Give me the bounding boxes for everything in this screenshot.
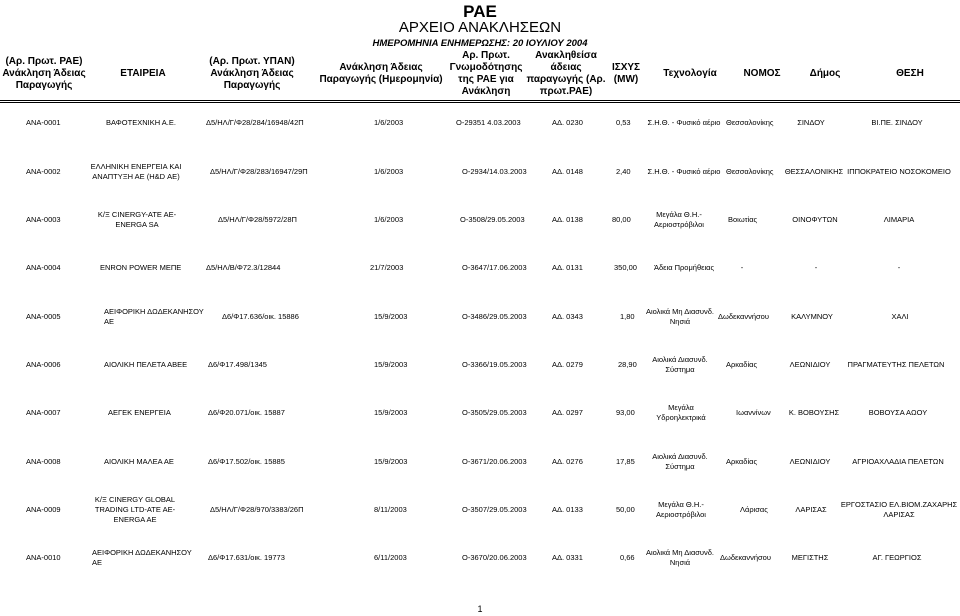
cell-license: ΑΔ. 0148 <box>552 167 583 176</box>
cell-municipality: ΛΕΩΝΙΔΙΟΥ <box>789 457 831 466</box>
cell-technology: Μεγάλα Υδροηλεκτρικά <box>656 403 706 422</box>
cell-ypan: Δ6/Φ17.631/οικ. 19773 <box>208 553 285 562</box>
cell-company: ΑΕΓΕΚ ΕΝΕΡΓΕΙΑ <box>108 408 171 417</box>
cell-municipality: ΜΕΓΙΣΤΗΣ <box>791 553 829 562</box>
cell-mw: 350,00 <box>614 263 637 272</box>
cell-mw: 0,53 <box>616 118 631 127</box>
cell-location: ΠΡΑΓΜΑΤΕΥΤΗΣ ΠΕΛΕΤΩΝ <box>847 360 945 369</box>
table-row <box>0 297 960 337</box>
cell-company: Κ/Ξ CINERGY-ΑΤΕ ΑΕ-ENERGA SA <box>97 210 177 229</box>
cell-opinion: Ο-29351 4.03.2003 <box>456 118 521 127</box>
cell-municipality: ΟΙΝΟΦΥΤΩΝ <box>792 215 838 224</box>
column-header-location: ΘΕΣΗ <box>896 68 924 79</box>
table-row <box>0 538 960 578</box>
cell-license: ΑΔ. 0131 <box>552 263 583 272</box>
cell-prefecture: Δωδεκαννήσου <box>720 553 771 562</box>
cell-technology: Μεγάλα Θ.Η.- Αεριοστρόβιλοι <box>654 210 704 229</box>
column-header-ypan: (Αρ. Πρωτ. ΥΠΑΝ) Ανάκληση Άδειας Παραγωγής <box>209 56 295 91</box>
cell-id: ΑΝΑ-0004 <box>26 263 61 272</box>
cell-id: ΑΝΑ-0008 <box>26 457 61 466</box>
cell-ypan: Δ6/Φ17.498/1345 <box>208 360 267 369</box>
cell-license: ΑΔ. 0279 <box>552 360 583 369</box>
cell-location: - <box>897 263 901 272</box>
update-date: ΗΜΕΡΟΜΗΝΙΑ ΕΝΗΜΕΡΩΣΗΣ: 20 ΙΟΥΛΙΟΥ 2004 <box>372 38 588 49</box>
cell-date: 1/6/2003 <box>374 167 404 176</box>
cell-ypan: Δ5/ΗΛ/Γ/Φ28/970/3383/26Π <box>210 505 304 514</box>
cell-date: 8/11/2003 <box>374 505 407 514</box>
column-header-opinion: Αρ. Πρωτ. Γνωμοδότησης της ΡΑΕ για Ανάκληση <box>449 50 523 97</box>
table-row <box>0 103 960 143</box>
cell-id: ΑΝΑ-0005 <box>26 312 61 321</box>
cell-date: 15/9/2003 <box>374 360 408 369</box>
cell-prefecture: Θεσσαλονίκης <box>726 118 774 127</box>
cell-mw: 50,00 <box>616 505 635 514</box>
cell-municipality: - <box>814 263 818 272</box>
cell-license: ΑΔ. 0331 <box>552 553 583 562</box>
table-row <box>0 442 960 482</box>
cell-ypan: Δ5/ΗΛ/Γ/Φ28/284/16948/42Π <box>206 118 304 127</box>
cell-id: ΑΝΑ-0007 <box>26 408 61 417</box>
column-header-technology: Τεχνολογία <box>663 68 717 79</box>
cell-id: ΑΝΑ-0002 <box>26 167 61 176</box>
table-row <box>0 152 960 192</box>
cell-municipality: ΚΑΛΥΜΝΟΥ <box>791 312 833 321</box>
cell-location: ΧΑΛΙ <box>891 312 909 321</box>
cell-municipality: ΛΑΡΙΣΑΣ <box>795 505 827 514</box>
cell-mw: 0,66 <box>620 553 635 562</box>
cell-prefecture: Λάρισας <box>740 505 768 514</box>
cell-company: ΑΕΙΦΟΡΙΚΗ ΔΩΔΕΚΑΝΗΣΟΥ ΑΕ <box>92 548 192 567</box>
cell-opinion: Ο-3508/29.05.2003 <box>460 215 525 224</box>
cell-id: ΑΝΑ-0001 <box>26 118 61 127</box>
cell-company: ΑΕΙΦΟΡΙΚΗ ΔΩΔΕΚΑΝΗΣΟΥ ΑΕ <box>104 307 204 326</box>
cell-municipality: ΛΕΩΝΙΔΙΟΥ <box>789 360 831 369</box>
table-row <box>0 345 960 385</box>
cell-technology: Μεγάλα Θ.Η.- Αεριοστρόβιλοι <box>656 500 706 519</box>
cell-date: 1/6/2003 <box>374 215 404 224</box>
cell-company: ENRON POWER ΜΕΠΕ <box>100 263 182 272</box>
cell-prefecture: Ιωαννίνων <box>736 408 771 417</box>
cell-prefecture: Θεσσαλονίκης <box>726 167 774 176</box>
cell-ypan: Δ6/Φ17.636/οικ. 15886 <box>222 312 299 321</box>
cell-id: ΑΝΑ-0010 <box>26 553 61 562</box>
cell-ypan: Δ6/Φ20.071/οικ. 15887 <box>208 408 285 417</box>
cell-ypan: Δ5/ΗΛ/Γ/Φ28/283/16947/29Π <box>210 167 308 176</box>
table-row <box>0 248 960 288</box>
cell-license: ΑΔ. 0133 <box>552 505 583 514</box>
page-subtitle: ΑΡΧΕΙΟ ΑΝΑΚΛΗΣΕΩΝ <box>398 19 562 36</box>
cell-municipality: ΣΙΝΔΟΥ <box>797 118 825 127</box>
cell-location: ΙΠΠΟΚΡΑΤΕΙΟ ΝΟΣΟΚΟΜΕΙΟ <box>847 167 951 176</box>
cell-company: ΑΙΟΛΙΚΗ ΜΑΛΕΑ ΑΕ <box>104 457 174 466</box>
cell-prefecture: Αρκαδίας <box>726 360 758 369</box>
cell-date: 15/9/2003 <box>374 408 408 417</box>
cell-location: ΑΓΡΙΟΑΧΛΑΔΙΑ ΠΕΛΕΤΩΝ <box>852 457 944 466</box>
cell-opinion: Ο-2934/14.03.2003 <box>462 167 527 176</box>
cell-license: ΑΔ. 0297 <box>552 408 583 417</box>
column-header-municipality: Δήμος <box>809 68 841 79</box>
column-header-license: Ανακληθείσα άδειας παραγωγής (Αρ. πρωτ.ΡΑΕ) <box>526 50 606 97</box>
cell-opinion: Ο-3647/17.06.2003 <box>462 263 527 272</box>
cell-opinion: Ο-3505/29.05.2003 <box>462 408 527 417</box>
cell-municipality: Κ. ΒΟΒΟΥΣΗΣ <box>788 408 840 417</box>
cell-technology: Σ.Η.Θ. - Φυσικό αέριο <box>647 118 721 127</box>
cell-prefecture: Αρκαδίας <box>726 457 758 466</box>
cell-location: ΛΙΜΑΡΙΑ <box>883 215 915 224</box>
cell-opinion: Ο-3671/20.06.2003 <box>462 457 527 466</box>
cell-opinion: Ο-3366/19.05.2003 <box>462 360 527 369</box>
table-row <box>0 393 960 433</box>
cell-mw: 93,00 <box>616 408 635 417</box>
cell-id: ΑΝΑ-0006 <box>26 360 61 369</box>
column-header-rae: (Αρ. Πρωτ. ΡΑΕ) Ανάκληση Άδειας Παραγωγής <box>2 56 86 91</box>
cell-company: ΑΙΟΛΙΚΗ ΠΕΛΕΤΑ ΑΒΕΕ <box>104 360 188 369</box>
cell-mw: 1,80 <box>620 312 635 321</box>
cell-id: ΑΝΑ-0003 <box>26 215 61 224</box>
cell-license: ΑΔ. 0230 <box>552 118 583 127</box>
page-title: ΡΑΕ <box>463 2 497 21</box>
cell-license: ΑΔ. 0276 <box>552 457 583 466</box>
cell-date: 21/7/2003 <box>370 263 404 272</box>
cell-mw: 28,90 <box>618 360 637 369</box>
table-row <box>0 200 960 240</box>
cell-location: ΕΡΓΟΣΤΑΣΙΟ ΕΛ.ΒΙΟΜ.ΖΑΧΑΡΗΣ ΛΑΡΙΣΑΣ <box>840 500 958 519</box>
column-header-company: ΕΤΑΙΡΕΙΑ <box>120 68 166 79</box>
column-header-mw: ΙΣΧΥΣ (MW) <box>611 62 641 85</box>
cell-ypan: Δ5/ΗΛ/Γ/Φ28/5972/28Π <box>218 215 297 224</box>
cell-location: ΒΟΒΟΥΣΑ ΑΩΟΥ <box>868 408 928 417</box>
cell-prefecture: - <box>740 263 744 272</box>
cell-technology: Σ.Η.Θ. - Φυσικό αέριο <box>647 167 721 176</box>
cell-technology: Αιολικά Μη Διασυνδ. Νησιά <box>645 307 715 326</box>
cell-date: 15/9/2003 <box>374 312 408 321</box>
cell-location: ΒΙ.ΠΕ. ΣΙΝΔΟΥ <box>871 118 923 127</box>
cell-technology: Άδεια Προμήθειας <box>654 263 715 272</box>
cell-company: ΒΑΦΟΤΕΧΝΙΚΗ Α.Ε. <box>106 118 176 127</box>
cell-date: 6/11/2003 <box>374 553 407 562</box>
table-row <box>0 490 960 530</box>
cell-opinion: Ο-3507/29.05.2003 <box>462 505 527 514</box>
cell-prefecture: Βοιωτίας <box>728 215 758 224</box>
cell-location: ΑΓ. ΓΕΩΡΓΙΟΣ <box>872 553 922 562</box>
cell-prefecture: Δωδεκαννήσου <box>718 312 769 321</box>
cell-technology: Αιολικά Διασυνδ. Σύστημα <box>652 355 708 374</box>
column-header-date: Ανάκληση Άδειας Παραγωγής (Ημερομηνία) <box>319 62 443 85</box>
cell-opinion: Ο-3486/29.05.2003 <box>462 312 527 321</box>
cell-municipality: ΘΕΣΣΑΛΟΝΙΚΗΣ <box>784 167 844 176</box>
cell-mw: 80,00 <box>612 215 631 224</box>
cell-technology: Αιολικά Διασυνδ. Σύστημα <box>652 452 708 471</box>
cell-license: ΑΔ. 0343 <box>552 312 583 321</box>
page-number: 1 <box>477 604 483 614</box>
cell-mw: 17,85 <box>616 457 635 466</box>
cell-technology: Αιολικά Μη Διασυνδ. Νησιά <box>645 548 715 567</box>
cell-company: ΕΛΛΗΝΙΚΗ ΕΝΕΡΓΕΙΑ ΚΑΙ ΑΝΑΠΤΥΞΗ ΑΕ (Η&D ΑΕ) <box>90 162 182 181</box>
cell-date: 1/6/2003 <box>374 118 404 127</box>
cell-company: Κ/Ξ CINERGY GLOBAL TRADING LTD-ATE AE-ENERGA AE <box>94 495 176 524</box>
cell-license: ΑΔ. 0138 <box>552 215 583 224</box>
cell-ypan: Δ6/Φ17.502/οικ. 15885 <box>208 457 285 466</box>
header-rule-top <box>0 100 960 101</box>
cell-ypan: Δ5/ΗΛ/Β/Φ72.3/12844 <box>206 263 281 272</box>
cell-date: 15/9/2003 <box>374 457 408 466</box>
cell-opinion: Ο-3670/20.06.2003 <box>462 553 527 562</box>
cell-mw: 2,40 <box>616 167 631 176</box>
column-header-prefecture: ΝΟΜΟΣ <box>743 68 781 79</box>
cell-id: ΑΝΑ-0009 <box>26 505 61 514</box>
